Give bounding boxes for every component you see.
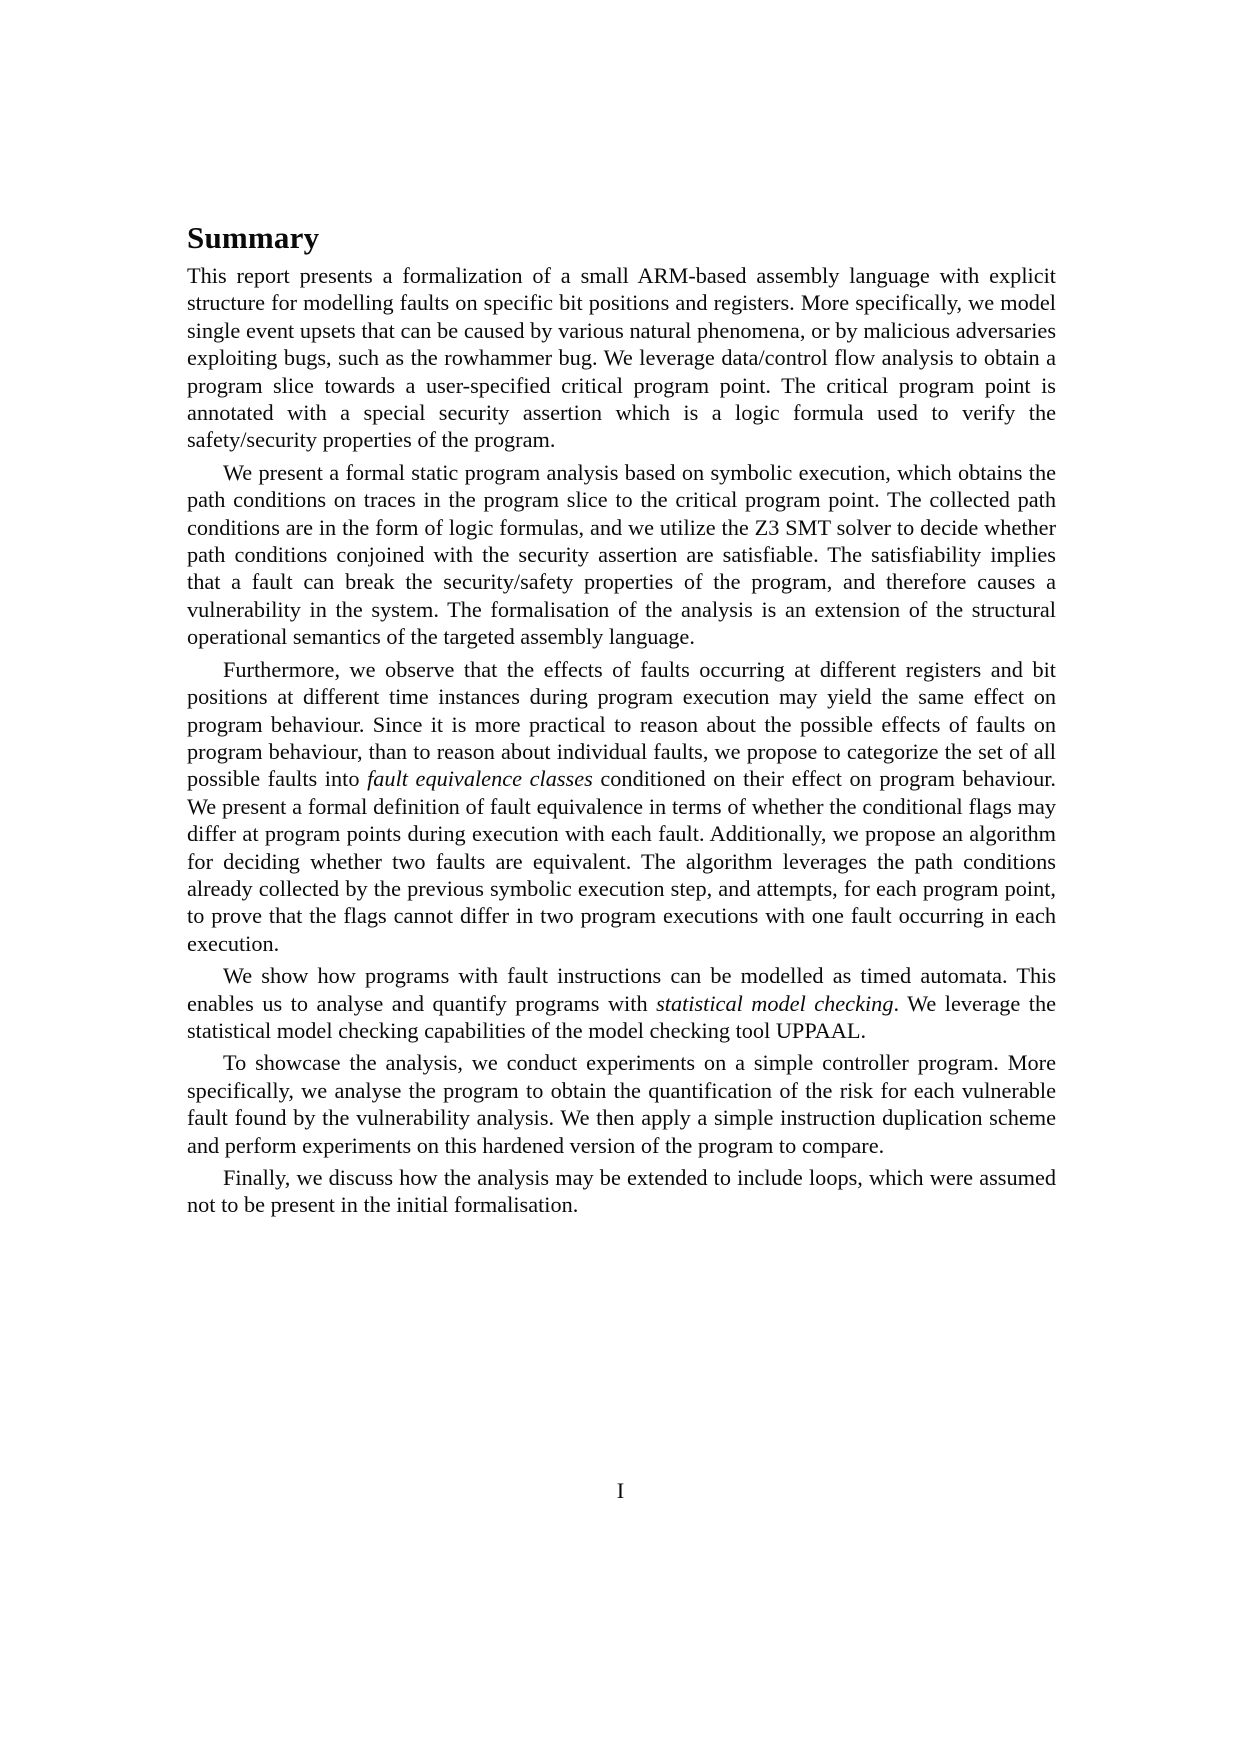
paragraph	[187, 1164, 1056, 1219]
text-run: conditioned on their effect on program behaviour. We present a formal definition of fault equivalence in terms of whether the conditional flags may differ at program points during execution with each fault. Additionally, we propose an algorithm for deciding whether two faults are equivalent. The algorithm leverages the path conditions already collected by the previous symbolic execution step, and attempts, for each program point, to prove that the flags cannot differ in two program executions with one fault occurring in each execution.	[187, 766, 1056, 956]
paragraph	[187, 262, 1056, 454]
section-heading: Summary	[187, 219, 320, 255]
text-run: Furthermore, we observe that the effects of faults occurring at different registers and bit positions at different time instances during program execution may yield the same effect on program behaviour. Since it is more practical to reason about the possible effects of faults on program behaviour, than to reason about individual faults, we propose to categorize the set of all possible faults into	[187, 656, 1056, 792]
italic-text-run: fault equivalence classes	[367, 766, 593, 792]
paragraph	[187, 962, 1056, 1044]
paragraph	[187, 459, 1056, 651]
text-run: We show how programs with fault instructions can be modelled as timed automata. This enables us to analyse and quantify programs with	[187, 963, 1056, 1016]
text-run: This report presents a formalization of a small ARM-based assembly language with explicit structure for modelling faults on specific bit positions and registers. More specifically, we model single event upsets that can be caused by various natural phenomena, or by malicious adversaries exploiting bugs, such as the rowhammer bug. We leverage data/control flow analysis to obtain a program slice towards a user-specified critical program point. The critical program point is annotated with a special security assertion which is a logic formula used to verify the safety/security properties of the program.	[187, 263, 1056, 453]
italic-text-run: statistical model checking	[656, 990, 894, 1016]
paragraph	[187, 1049, 1056, 1159]
summary-text	[187, 262, 1056, 1219]
paragraph	[187, 656, 1056, 957]
text-run: . We leverage the statistical model checking capabilities of the model checking tool UPPAAL.	[187, 990, 1056, 1043]
text-run: Finally, we discuss how the analysis may be extended to include loops, which were assumed not to be present in the initial formalisation.	[187, 1165, 1056, 1218]
text-run: To showcase the analysis, we conduct experiments on a simple controller program. More specifically, we analyse the program to obtain the quantification of the risk for each vulnerable fault found by the vulnerability analysis. We then apply a simple instruction duplication scheme and perform experiments on this hardened version of the program to compare.	[187, 1050, 1056, 1158]
text-run: We present a formal static program analysis based on symbolic execution, which obtains the path conditions on traces in the program slice to the critical program point. The collected path conditions are in the form of logic formulas, and we utilize the Z3 SMT solver to decide whether path conditions conjoined with the security assertion are satisfiable. The satisfiability implies that a fault can break the security/safety properties of the program, and therefore causes a vulnerability in the system. The formalisation of the analysis is an extension of the structural operational semantics of the targeted assembly language.	[187, 459, 1056, 650]
page-number: I	[616, 1478, 625, 1503]
